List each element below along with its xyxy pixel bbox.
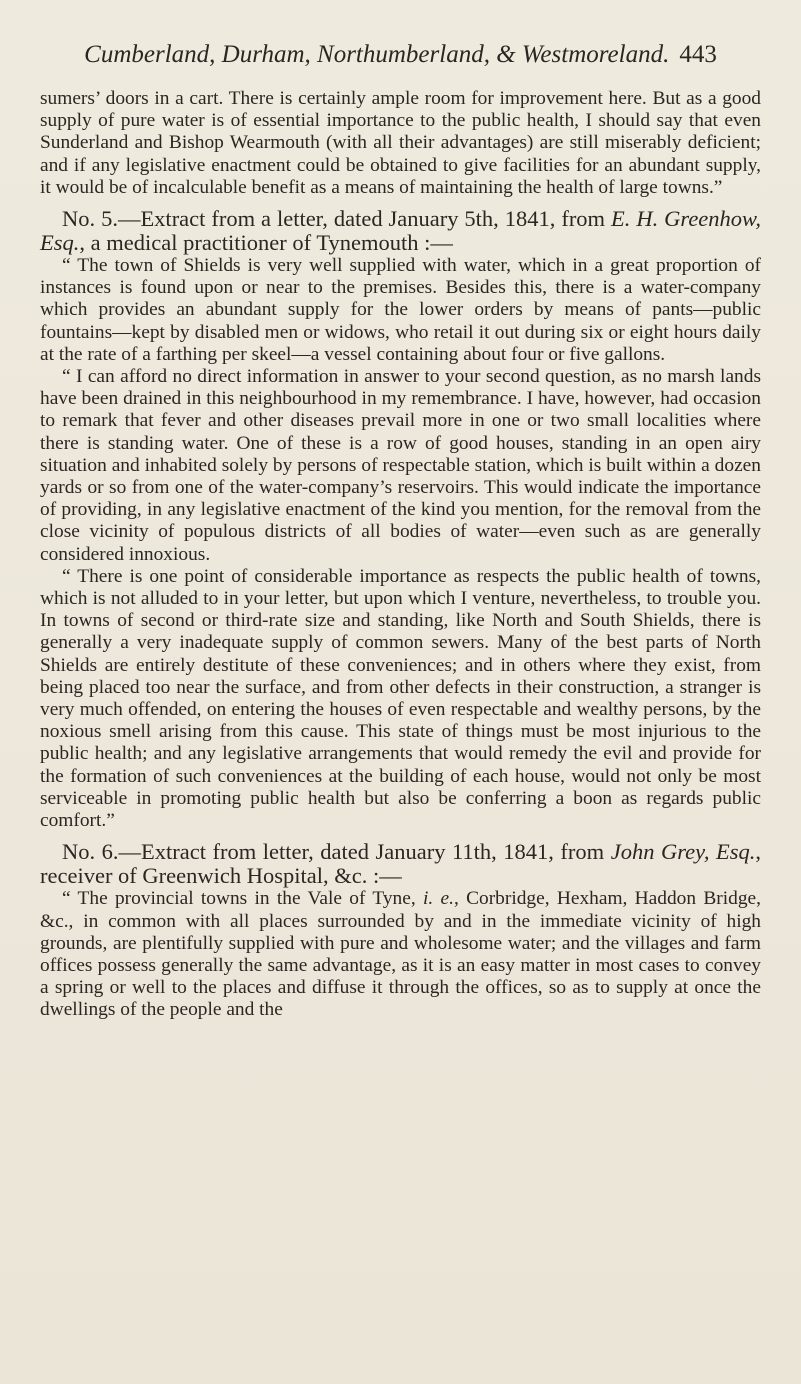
extract-heading-6-lead: No. 6.—Extract from letter, dated January 11th, 1841, from bbox=[62, 839, 605, 865]
page-number: 443 bbox=[679, 41, 717, 68]
running-head bbox=[40, 40, 761, 74]
extract-heading-6-name: John Grey, Esq. bbox=[610, 839, 756, 865]
extract-heading-6-tail: , receiver of Greenwich Hospital, &c. :— bbox=[40, 839, 762, 889]
extract-heading-6 bbox=[40, 840, 761, 888]
paragraph-marsh-lands: “ I can afford no direct information in answer to your second question, as no marsh lands have been drained in this neighbourhood in my remembrance. I have, however, had occasion to remark that fever and other diseases prevail more in one or two small localities where there is standing water. One of these is a row of good houses, standing in an open airy situation and inhabited solely by persons of respectable station, which is built within a dozen yards or so from one of the water-company’s reservoirs. This would indicate the importance of providing, in any legislative enactment of the kind you mention, for the removal from the close vicinity of populous districts of all bodies of water—even such as are generally considered innoxious. bbox=[40, 366, 761, 565]
paragraph-continuation: sumers’ doors in a cart. There is certainly ample room for improvement here. But as a good supply of pure water is of essential importance to the public health, I should say that even Sunderland and Bishop Wearmouth (with all their advantages) are still miserably deficient; and if any legislative enactment could be obtained to give facilities for an abundant supply, it would be of incalculable benefit as a means of maintaining the health of large towns.” bbox=[40, 88, 761, 198]
extract-heading-5-name: E. H. Greenhow, Esq. bbox=[40, 206, 762, 256]
running-head-title: Cumberland, Durham, Northumberland, & Westmoreland. bbox=[84, 41, 670, 68]
paragraph-sewers: “ There is one point of considerable importance as respects the public health of towns, which is not alluded to in your letter, but upon which I venture, nevertheless, to trouble you. In towns of second or third-rate size and standing, like North and South Shields, there is generally a very inadequate supply of common sewers. Many of the best parts of North Shields are entirely destitute of these conveniences; and in others where they exist, from being placed too near the surface, and from other defects in their construction, a stranger is very much offended, on entering the houses of even respectable and wealthy persons, by the noxious smell arising from this cause. This state of things must be most injurious to the public health; and any legislative arrangements that would remedy the evil and provide for the formation of such conveniences at the building of each house, would not only be most serviceable in promoting public health but also be conferring a boon as regards public comfort.” bbox=[40, 565, 761, 832]
body-text bbox=[40, 88, 761, 1022]
extract-heading-5 bbox=[40, 207, 761, 255]
vale-of-tyne-part-a: “ The provincial towns in the Vale of Tyne, bbox=[62, 888, 416, 910]
extract-heading-5-lead: No. 5.—Extract from a letter, dated January 5th, 1841, from bbox=[62, 206, 606, 232]
vale-of-tyne-part-b: , Corbridge, Hexham, Haddon Bridge, &c., in common with all places surrounded by and in the immediate vicinity of high grounds, are plentifully supplied with pure and wholesome water; and the villages and farm offices possess generally the same advantage, as it is an easy matter in most cases to convey a spring or well to the places and diffuse it through the offices, so as to supply at once the dwellings of the people and the bbox=[40, 888, 761, 1021]
paragraph-shields-water: “ The town of Shields is very well supplied with water, which in a great proportion of instances is found upon or near to the premises. Besides this, there is a water-company which provides an abundant supply for the lower orders by means of pants—public fountains—kept by disabled men or widows, who retail it out during six or eight hours daily at the rate of a farthing per skeel—a vessel containing about four or five gallons. bbox=[40, 255, 761, 365]
extract-heading-5-tail: , a medical practitioner of Tynemouth :— bbox=[79, 230, 453, 256]
paragraph-vale-of-tyne bbox=[40, 888, 761, 1021]
vale-of-tyne-ie: i. e. bbox=[422, 888, 454, 910]
